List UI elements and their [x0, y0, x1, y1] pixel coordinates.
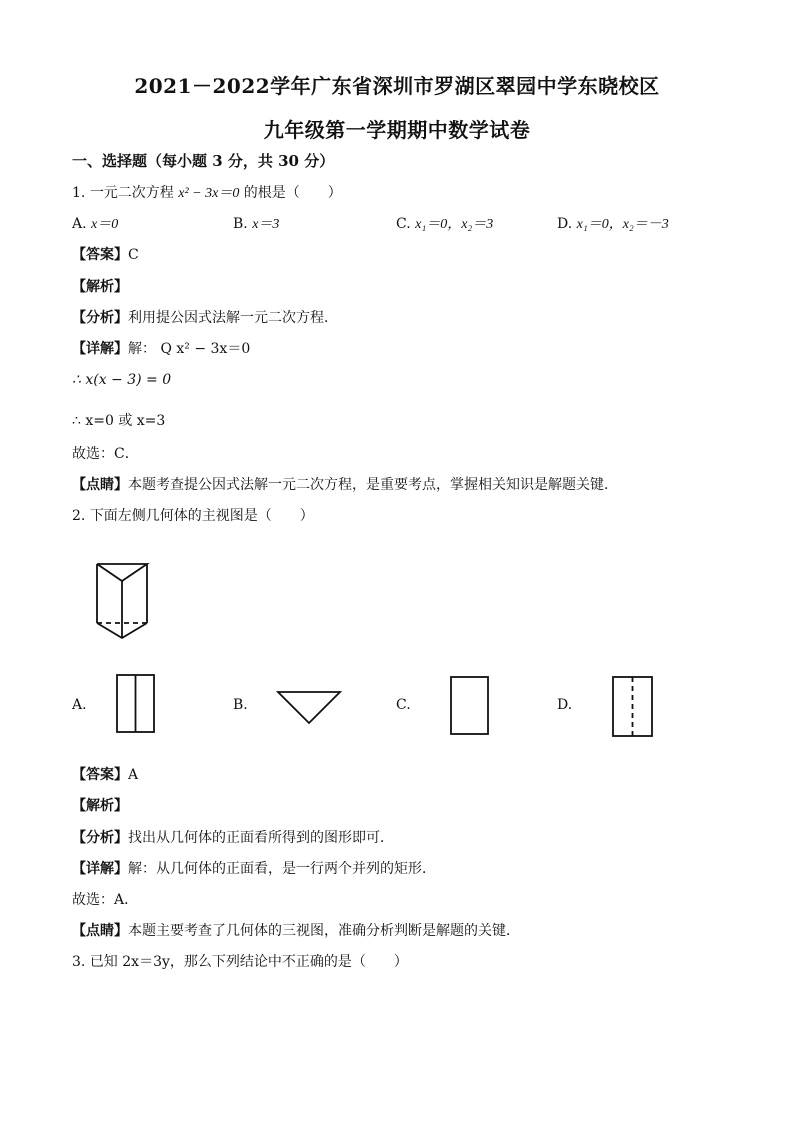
q1-answer-tag: 【答案】	[72, 247, 128, 263]
q2-answer	[72, 764, 138, 784]
q2-option-b-label: B.	[233, 697, 248, 713]
q1-step1: ∴ x(x − 3) = 0	[72, 372, 172, 388]
q1-option-a-text: x＝0	[91, 217, 119, 232]
q1-stem	[72, 182, 342, 202]
q1-xiangjie-tag: 【详解】	[72, 341, 128, 357]
q1-choose: 故选：C．	[72, 446, 139, 462]
q2-xiangjie	[72, 858, 436, 878]
q2-option-c-label: C.	[396, 697, 411, 713]
q1-answer	[72, 244, 139, 264]
q2-number: 2.	[72, 508, 86, 524]
q2-option-a-label: A.	[72, 697, 87, 713]
q1-stem-post: 的根是（ ）	[239, 185, 342, 201]
q1-fenxi	[72, 307, 338, 327]
q1-xiangjie-text: 解： Q x² − 3x＝0	[128, 341, 251, 357]
q2-option-b-figure	[277, 690, 341, 726]
q2-choose: 故选：A．	[72, 892, 139, 908]
q1-fenxi-text: 利用提公因式法解一元二次方程．	[128, 310, 338, 326]
q2-xiangjie-text: 解：从几何体的正面看，是一行两个并列的矩形．	[128, 861, 436, 877]
q1-option-d-text: x₁＝0，x₂＝－3	[576, 217, 669, 232]
q3-number: 3.	[72, 954, 86, 970]
q2-stem-text: 下面左侧几何体的主视图是（ ）	[89, 508, 314, 524]
paper-title-line2: 九年级第一学期期中数学试卷	[263, 118, 531, 142]
q2-xiangjie-tag: 【详解】	[72, 861, 128, 877]
q2-option-a-figure	[116, 674, 156, 734]
q1-option-c-text: x₁＝0，x₂＝3	[415, 217, 494, 232]
q1-step2: ∴ x=0 或 x=3	[72, 413, 166, 429]
q1-option-b-text: x＝3	[252, 217, 280, 232]
q2-fenxi	[72, 827, 394, 847]
q2-fenxi-tag: 【分析】	[72, 830, 128, 846]
q1-number: 1.	[72, 185, 86, 201]
q2-answer-value: A	[128, 767, 139, 783]
q1-dianjing	[72, 474, 618, 494]
q1-fenxi-tag: 【分析】	[72, 310, 128, 326]
paper-title-line1: 2021－2022学年广东省深圳市罗湖区翠园中学东晓校区	[134, 74, 660, 98]
q2-answer-tag: 【答案】	[72, 767, 128, 783]
q2-stem	[72, 505, 314, 525]
q2-analysis-tag: 【解析】	[72, 798, 128, 814]
q2-option-d-figure	[612, 676, 654, 738]
q1-answer-value: C	[128, 247, 139, 263]
q1-option-c	[396, 213, 493, 233]
q1-option-a-label: A.	[72, 216, 87, 232]
q1-analysis-tag: 【解析】	[72, 279, 128, 295]
q2-dianjing	[72, 920, 520, 940]
q1-option-b	[233, 213, 279, 233]
q2-option-c-figure	[450, 676, 490, 736]
q2-dianjing-tag: 【点睛】	[72, 923, 128, 939]
q1-xiangjie	[72, 338, 250, 358]
q1-option-d-label: D.	[557, 216, 573, 232]
section-heading: 一、选择题（每小题 3 分，共 30 分）	[72, 152, 335, 170]
q1-stem-equation: x² − 3x＝0	[178, 186, 240, 201]
q1-dianjing-text: 本题考查提公因式法解一元二次方程，是重要考点，掌握相关知识是解题关键．	[128, 477, 618, 493]
q1-option-b-label: B.	[233, 216, 248, 232]
prism-figure	[92, 560, 152, 640]
q3-stem	[72, 951, 408, 971]
q1-stem-pre: 一元二次方程	[89, 185, 179, 201]
q2-dianjing-text: 本题主要考查了几何体的三视图，准确分析判断是解题的关键．	[128, 923, 520, 939]
q3-stem-text: 已知 2x＝3y，那么下列结论中不正确的是（ ）	[89, 954, 408, 970]
q2-option-d-label: D.	[557, 697, 573, 713]
q1-option-d	[557, 213, 669, 233]
q2-fenxi-text: 找出从几何体的正面看所得到的图形即可．	[128, 830, 394, 846]
prism-top-face	[97, 564, 147, 581]
q1-option-a	[72, 213, 118, 233]
q1-option-c-label: C.	[396, 216, 411, 232]
q1-dianjing-tag: 【点睛】	[72, 477, 128, 493]
